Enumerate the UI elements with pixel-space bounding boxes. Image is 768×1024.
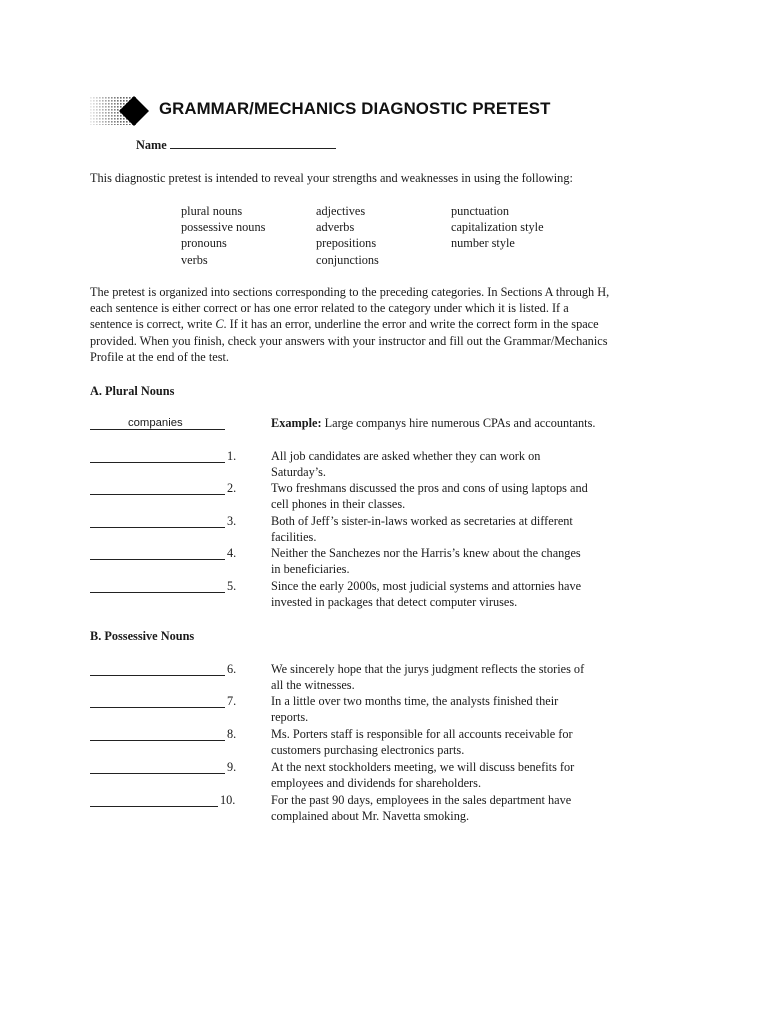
- topic-item: verbs: [181, 252, 208, 267]
- question-line: Since the early 2000s, most judicial systems and attornies have: [271, 579, 582, 593]
- instructions-line: each sentence is either correct or has one error related to the category under which it is listed. If a: [90, 301, 569, 316]
- answer-field-7[interactable]: [90, 693, 225, 708]
- question-number: 8.: [227, 727, 237, 741]
- question-line: Neither the Sanchezes nor the Harris’s knew about the changes: [271, 546, 581, 560]
- topics-column-3: [451, 203, 544, 252]
- diamond-logo-icon: [90, 94, 152, 128]
- answer-field-3[interactable]: [90, 513, 225, 528]
- question-line: cell phones in their classes.: [271, 497, 406, 512]
- question-4: [271, 545, 641, 577]
- answer-field-6[interactable]: [90, 661, 225, 676]
- question-line: invested in packages that detect computer viruses.: [271, 595, 518, 610]
- question-line: We sincerely hope that the jurys judgment reflects the stories of: [271, 662, 585, 676]
- question-line: employees and dividends for shareholders.: [271, 776, 482, 791]
- topic-item: conjunctions: [316, 252, 379, 267]
- answer-field-10[interactable]: [90, 792, 218, 807]
- topics-column-1: [181, 203, 265, 268]
- question-line: facilities.: [271, 530, 317, 545]
- topic-item: number style: [451, 236, 515, 251]
- section-a-heading: A. Plural Nouns: [90, 384, 175, 398]
- question-5: [271, 578, 641, 610]
- question-8: [271, 726, 641, 758]
- question-number: 6.: [227, 662, 237, 676]
- example-answer-field[interactable]: [90, 415, 225, 430]
- question-2: [271, 480, 641, 512]
- question-line: complained about Mr. Navetta smoking.: [271, 809, 470, 824]
- example-label: Example:: [271, 416, 322, 430]
- question-line: Both of Jeff’s sister-in-laws worked as secretaries at different: [271, 514, 573, 528]
- section-b-heading: B. Possessive Nouns: [90, 629, 195, 643]
- topic-item: prepositions: [316, 236, 377, 251]
- question-number: 9.: [227, 760, 237, 774]
- example-answer-text: companies: [128, 417, 183, 429]
- page-title: GRAMMAR/MECHANICS DIAGNOSTIC PRETEST: [159, 99, 551, 118]
- header: [90, 94, 690, 128]
- question-10: [271, 792, 641, 824]
- question-line: in beneficiaries.: [271, 562, 350, 577]
- answer-field-2[interactable]: [90, 480, 225, 495]
- name-field-row: [136, 136, 336, 153]
- answer-field-1[interactable]: [90, 448, 225, 463]
- question-number: 1.: [227, 449, 237, 463]
- answer-field-8[interactable]: [90, 726, 225, 741]
- instructions-line: Profile at the end of the test.: [90, 349, 229, 364]
- instructions-paragraph: [90, 284, 690, 365]
- topic-item: capitalization style: [451, 220, 544, 235]
- question-line: Saturday’s.: [271, 465, 326, 480]
- topic-item: plural nouns: [181, 204, 243, 218]
- topics-column-2: [316, 203, 379, 268]
- question-number: 3.: [227, 514, 237, 528]
- question-line: All job candidates are asked whether they can work on: [271, 449, 541, 463]
- instructions-line: The pretest is organized into sections corresponding to the preceding categories. In Sections A through H,: [90, 285, 610, 299]
- question-number: 5.: [227, 579, 237, 593]
- question-line: For the past 90 days, employees in the sales department have: [271, 793, 572, 807]
- answer-field-9[interactable]: [90, 759, 225, 774]
- example-sentence: [271, 415, 641, 431]
- question-9: [271, 759, 641, 791]
- question-number: 4.: [227, 546, 237, 560]
- question-line: At the next stockholders meeting, we will discuss benefits for: [271, 760, 575, 774]
- question-6: [271, 661, 641, 693]
- intro-text: This diagnostic pretest is intended to reveal your strengths and weaknesses in using the following:: [90, 171, 573, 185]
- topic-item: adjectives: [316, 204, 366, 218]
- question-line: reports.: [271, 710, 309, 725]
- correct-marker: C: [215, 317, 224, 332]
- topic-item: pronouns: [181, 236, 227, 251]
- answer-field-5[interactable]: [90, 578, 225, 593]
- question-line: Ms. Porters staff is responsible for all accounts receivable for: [271, 727, 573, 741]
- topic-item: possessive nouns: [181, 220, 266, 235]
- question-1: [271, 448, 641, 480]
- instructions-line: [90, 316, 690, 332]
- question-3: [271, 513, 641, 545]
- question-number: 2.: [227, 481, 237, 495]
- instructions-fragment: . If it has an error, underline the error and write the correct form in the space: [223, 317, 599, 332]
- question-number: 7.: [227, 694, 237, 708]
- example-text: Large companys hire numerous CPAs and accountants.: [321, 416, 596, 430]
- question-line: Two freshmans discussed the pros and cons of using laptops and: [271, 481, 588, 495]
- topic-item: adverbs: [316, 220, 355, 235]
- topic-item: punctuation: [451, 204, 510, 218]
- question-line: In a little over two months time, the analysts finished their: [271, 694, 559, 708]
- question-line: customers purchasing electronics parts.: [271, 743, 465, 758]
- name-blank[interactable]: [170, 136, 336, 149]
- question-line: all the witnesses.: [271, 678, 355, 693]
- instructions-fragment: sentence is correct, write: [90, 317, 216, 332]
- question-7: [271, 693, 641, 725]
- question-number: 10.: [220, 793, 236, 807]
- instructions-line: provided. When you finish, check your answers with your instructor and fill out the Grammar/Mechanics: [90, 333, 608, 348]
- name-label: Name: [136, 138, 167, 152]
- answer-field-4[interactable]: [90, 545, 225, 560]
